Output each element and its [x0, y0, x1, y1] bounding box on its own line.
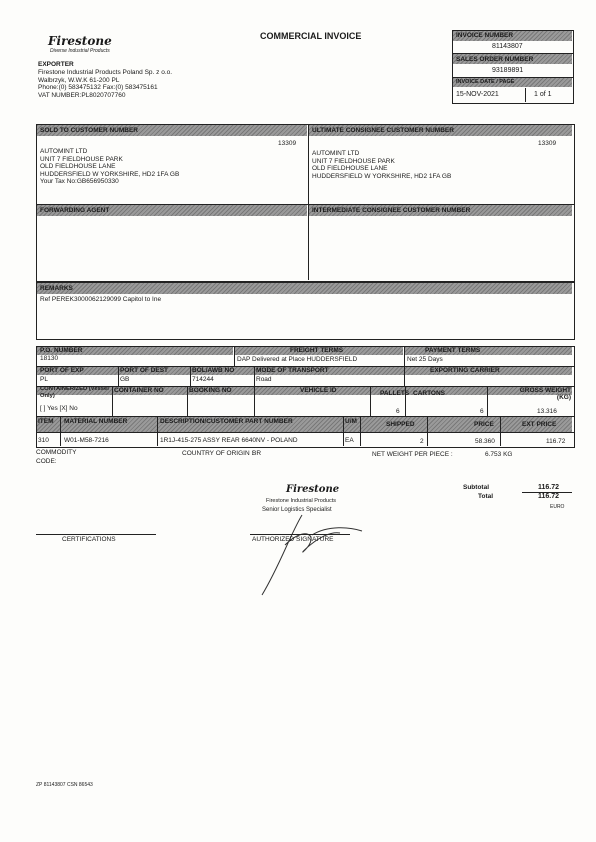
item-number: 310 — [38, 437, 49, 444]
item-material: W01-M58-7216 — [64, 437, 109, 444]
sold-to-number: 13309 — [278, 140, 297, 147]
freight-terms: DAP Delivered at Place HUDDERSFIELD — [237, 356, 358, 363]
exporting-carrier-label: EXPORTING CARRIER — [430, 367, 500, 374]
col-ext-price-header: EXT PRICE — [522, 421, 557, 428]
commodity-label: COMMODITY — [36, 449, 77, 456]
sold-to-address: AUTOMINT LTD UNIT 7 FIELDHOUSE PARK OLD FIELDHOUSE LANE HUDDERSFIELD W YORKSHIRE, HD2 1FA GB Your Tax No:GB656950330 — [40, 148, 180, 186]
containerized-label: CONTAINERIZED (Vessel Only) — [40, 386, 109, 399]
containerized-value: [ ] Yes [X] No — [40, 405, 78, 412]
invoice-date: 15-NOV-2021 — [456, 91, 499, 98]
sold-to-label: SOLD TO CUSTOMER NUMBER — [40, 127, 138, 134]
total-value: 116.72 — [538, 493, 560, 500]
booking-no-label: BOOKING NO — [189, 387, 232, 394]
item-ext-price: 116.72 — [546, 438, 566, 445]
col-price-header: PRICE — [474, 421, 494, 428]
ship-to-label: ULTIMATE CONSIGNEE CUSTOMER NUMBER — [312, 127, 454, 134]
sales-order-label: SALES ORDER NUMBER — [456, 56, 534, 63]
invoice-number-label: INVOICE NUMBER — [456, 32, 514, 39]
col-description-header: DESCRIPTION/CUSTOMER PART NUMBER — [160, 418, 293, 425]
stamp-line2: Senior Logistics Specialist — [262, 507, 332, 513]
bottom-reference-code: ZP 81143807 CSN 86543 — [36, 782, 93, 788]
exporter-heading: EXPORTER — [38, 61, 74, 68]
ship-to-address: AUTOMINT LTD UNIT 7 FIELDHOUSE PARK OLD FIELDHOUSE LANE HUDDERSFIELD W YORKSHIRE, HD2 1FA GB — [312, 150, 452, 180]
sales-order-number: 93189891 — [492, 67, 524, 74]
page-number: 1 of 1 — [534, 91, 552, 98]
certifications-label: CERTIFICATIONS — [62, 536, 116, 543]
col-material-header: MATERIAL NUMBER — [64, 418, 128, 425]
gross-weight-label: GROSS WEIGHT (KG) — [519, 387, 571, 401]
port-dest: GB — [120, 376, 130, 383]
item-price: 58.360 — [475, 438, 495, 445]
cartons-label: CARTONS — [413, 390, 446, 397]
subtotal-label: Subtotal — [463, 484, 489, 491]
payment-terms: Net 25 Days — [407, 356, 443, 363]
bol-awb-label: BOL/AWB NO — [192, 367, 235, 374]
port-dest-label: PORT OF DEST — [120, 367, 169, 374]
subtotal-value: 116.72 — [538, 484, 560, 491]
cartons-count: 6 — [480, 408, 484, 415]
authorized-signature-label: AUTHORIZED SIGNATURE — [252, 536, 334, 543]
date-page-label: INVOICE DATE / PAGE — [456, 79, 515, 85]
freight-terms-label: FREIGHT TERMS — [290, 347, 344, 354]
commodity-code-label: CODE: — [36, 458, 57, 465]
payment-terms-label: PAYMENT TERMS — [425, 347, 481, 354]
brand-logo: Firestone — [48, 34, 112, 48]
pallets-label: PALLETS — [380, 390, 410, 397]
document-title: COMMERCIAL INVOICE — [260, 31, 362, 41]
po-number-label: P.O. NUMBER — [40, 347, 83, 354]
stamp-brand: Firestone — [286, 484, 340, 495]
port-exp: PL — [40, 376, 48, 383]
ship-to-number: 13309 — [538, 140, 557, 147]
item-shipped: 2 — [420, 438, 424, 445]
invoice-number: 81143807 — [492, 43, 523, 50]
col-shipped-header: SHIPPED — [386, 421, 415, 428]
remarks-text: Ref PEREK3000062129099 Capitol to Ine — [40, 296, 162, 303]
total-label: Total — [478, 493, 494, 500]
country-origin: BR — [252, 450, 262, 457]
vehicle-id-label: VEHICLE ID — [300, 387, 337, 394]
col-item-header: ITEM — [38, 418, 54, 425]
forwarding-agent-label: FORWARDING AGENT — [40, 207, 110, 214]
transport-mode: Road — [256, 376, 272, 383]
intermediate-consignee-label: INTERMEDIATE CONSIGNEE CUSTOMER NUMBER — [312, 207, 471, 214]
remarks-label: REMARKS — [40, 285, 73, 292]
po-number: 18130 — [40, 355, 59, 362]
handwritten-signature — [250, 505, 370, 605]
bol-awb-number: 714244 — [192, 376, 214, 383]
exporter-address: Firestone Industrial Products Poland Sp. z o.o. Walbrzyk, W.W.K 61-200 PL Phone:(0) 583475132 Fax:(0) 583475161 VAT NUMBER:PL8020707760 — [38, 69, 173, 99]
currency: EURO — [550, 504, 565, 510]
country-origin-label: COUNTRY OF ORIGIN : — [182, 450, 254, 457]
net-weight: 6.753 KG — [485, 451, 513, 458]
item-description: 1R1J-415-275 ASSY REAR 6640NV - POLAND — [160, 437, 298, 444]
net-weight-label: NET WEIGHT PER PIECE : — [372, 451, 453, 458]
stamp-line1: Firestone Industrial Products — [266, 498, 337, 504]
transport-mode-label: MODE OF TRANSPORT — [256, 367, 329, 374]
item-um: EA — [345, 437, 354, 444]
port-exp-label: PORT OF EXP — [40, 367, 84, 374]
gross-weight: 13.316 — [537, 408, 557, 415]
container-no-label: CONTAINER NO — [114, 387, 164, 394]
brand-subtitle: Diverse Industrial Products — [50, 48, 110, 54]
col-um-header: U/M — [345, 418, 357, 425]
pallets-count: 6 — [396, 408, 400, 415]
